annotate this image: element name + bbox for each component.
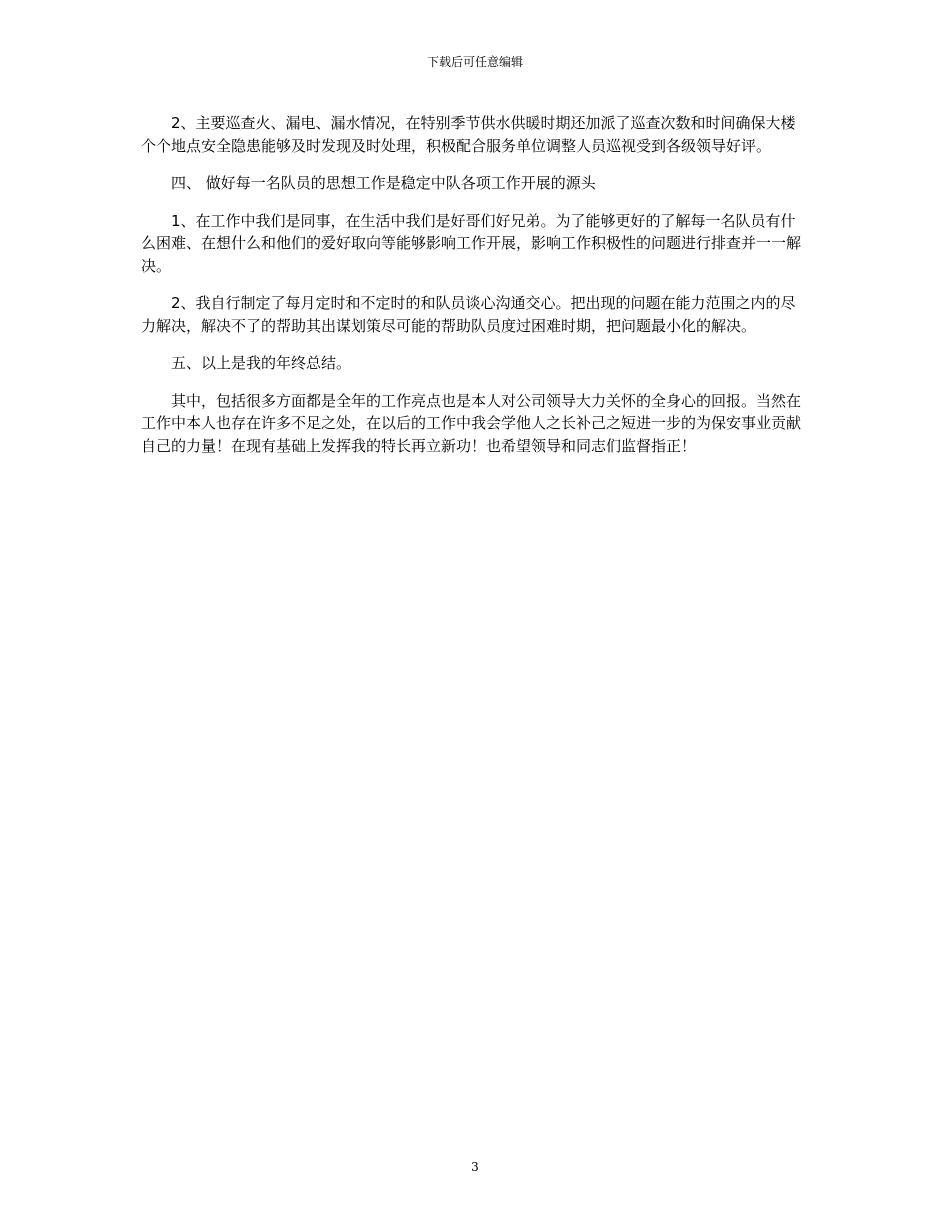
paragraph-section-five-heading: 五、以上是我的年终总结。	[171, 354, 352, 372]
paragraph-patrol-duties: 2、主要巡查火、漏电、漏水情况，在特别季节供水供暖时期还加派了巡查次数和时间确保大楼个个地点安全隐患能够及时发现及时处理，积极配合服务单位调整人员巡视受到各级领导好评。	[141, 114, 796, 155]
paragraph-teamwork: 1、在工作中我们是同事，在生活中我们是好哥们好兄弟。为了能够更好的了解每一名队员有什么困难、在想什么和他们的爱好取向等能够影响工作开展，影响工作积极性的问题进行排查并一一解决。	[141, 211, 802, 275]
paragraph-section-four-heading: 四、 做好每一名队员的思想工作是稳定中队各项工作开展的源头	[171, 174, 596, 192]
paragraph-monthly-talks: 2、我自行制定了每月定时和不定时的和队员谈心沟通交心。把出现的问题在能力范围之内的尽力解决，解决不了的帮助其出谋划策尽可能的帮助队员度过困难时期，把问题最小化的解决。	[141, 294, 796, 335]
paragraph-conclusion: 其中，包括很多方面都是全年的工作亮点也是本人对公司领导大力关怀的全身心的回报。当然在工作中本人也存在许多不足之处，在以后的工作中我会学他人之长补己之短进一步的为保安事业贡献自己的力量！在现有基础上发挥我的特长再立新功！也希望领导和同志们监督指正！	[141, 391, 802, 455]
document-body	[141, 112, 809, 472]
page-number: 3	[471, 1160, 479, 1174]
download-edit-note: 下载后可任意编辑	[426, 55, 523, 69]
